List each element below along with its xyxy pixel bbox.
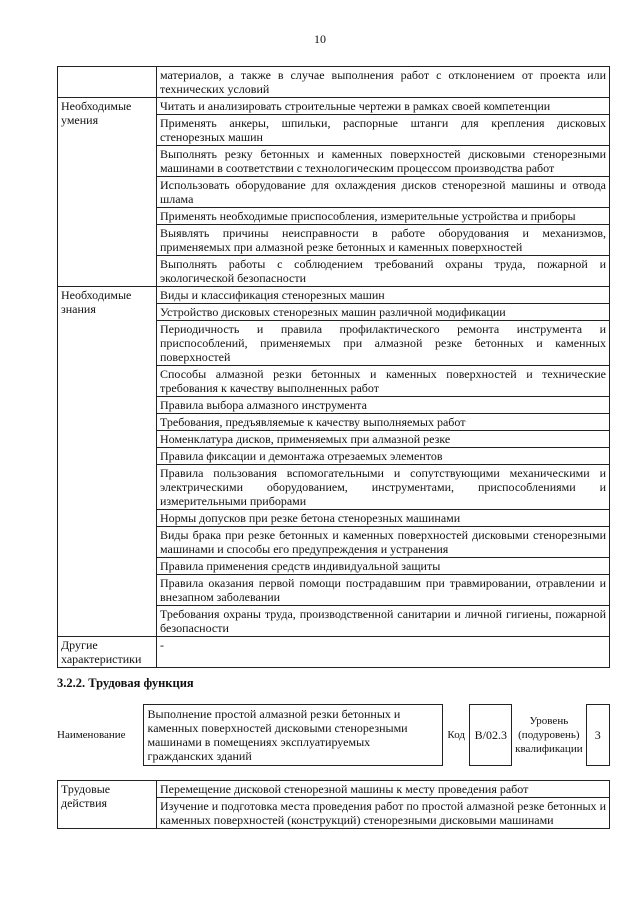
code-label: Код — [447, 729, 465, 741]
knowledge-item: Правила оказания первой помощи пострадавшим при травмировании, отравлении и внезапном заболевании — [157, 575, 610, 606]
knowledge-item: Нормы допусков при резке бетона стенорезных машинами — [157, 510, 610, 527]
action-item: Изучение и подготовка места проведения работ по простой алмазной резке бетонных и каменных поверхностей (конструкций) стенорезными дисковыми машинами — [157, 798, 610, 829]
skill-item: Использовать оборудование для охлаждения дисков стенорезной машины и отвода шлама — [157, 177, 610, 208]
name-label: Наименование — [57, 729, 126, 741]
competency-table — [57, 66, 610, 668]
knowledge-item: Периодичность и правила профилактического ремонта инструмента и приспособлений, применяемых при алмазной резке бетонных и каменных поверхностей — [157, 321, 610, 366]
skill-item: Выявлять причины неисправности в работе оборудования и механизмов, применяемых при алмазной резке бетонных и каменных поверхностей — [157, 225, 610, 256]
knowledge-item: Правила применения средств индивидуальной защиты — [157, 558, 610, 575]
table-row — [58, 67, 610, 98]
knowledge-item: Правила фиксации и демонтажа отрезаемых элементов — [157, 448, 610, 465]
skill-item: Применять необходимые приспособления, измерительные устройства и приборы — [157, 208, 610, 225]
skill-item: Выполнять резку бетонных и каменных поверхностей дисковыми стенорезными машинами в соответствии с технологическим процессом производства работ — [157, 146, 610, 177]
knowledge-item: Виды брака при резке бетонных и каменных поверхностей дисковыми стенорезными машинами и способы его предупреждения и устранения — [157, 527, 610, 558]
knowledge-item: Правила пользования вспомогательными и сопутствующими механическими и электрическими оборудованием, инструментами, приспособлениями и измерительными приборами — [157, 465, 610, 510]
skills-label: Необходимые умения — [58, 98, 157, 287]
action-item: Перемещение дисковой стенорезной машины к месту проведения работ — [157, 781, 610, 798]
knowledge-item: Номенклатура дисков, применяемых при алмазной резке — [157, 431, 610, 448]
table-row — [58, 637, 610, 668]
knowledge-label: Необходимые знания — [58, 287, 157, 637]
section-heading: 3.2.2. Трудовая функция — [57, 676, 194, 690]
skill-item: Выполнять работы с соблюдением требований охраны труда, пожарной и экологической безопасности — [157, 256, 610, 287]
actions-table — [57, 780, 610, 829]
level-label: Уровень (подуровень) квалификации — [515, 715, 583, 755]
function-header-table — [57, 704, 610, 766]
actions-label: Трудовые действия — [58, 781, 157, 829]
continuation-text: материалов, а также в случае выполнения работ с отклонением от проекта или технических условий — [157, 67, 610, 98]
knowledge-item: Виды и классификация стенорезных машин — [157, 287, 610, 304]
page-number: 10 — [314, 32, 326, 46]
code-value: В/02.3 — [470, 705, 512, 766]
function-name: Выполнение простой алмазной резки бетонных и каменных поверхностей дисковыми стенорезными машинами в помещениях эксплуатируемых гражданских зданий — [143, 705, 442, 766]
knowledge-item: Требования, предъявляемые к качеству выполняемых работ — [157, 414, 610, 431]
knowledge-item: Требования охраны труда, производственной санитарии и личной гигиены, пожарной безопасности — [157, 606, 610, 637]
skill-item: Применять анкеры, шпильки, распорные штанги для крепления дисковых стенорезных машин — [157, 115, 610, 146]
knowledge-item: Правила выбора алмазного инструмента — [157, 397, 610, 414]
other-label: Другие характеристики — [58, 637, 157, 668]
table-row — [58, 98, 610, 115]
table-row — [58, 781, 610, 798]
knowledge-item: Устройство дисковых стенорезных машин различной модификации — [157, 304, 610, 321]
level-value: 3 — [586, 705, 609, 766]
skill-item: Читать и анализировать строительные чертежи в рамках своей компетенции — [157, 98, 610, 115]
other-value: - — [157, 637, 610, 668]
knowledge-item: Способы алмазной резки бетонных и каменных поверхностей и технические требования к качеству выполненных работ — [157, 366, 610, 397]
table-row — [58, 287, 610, 304]
